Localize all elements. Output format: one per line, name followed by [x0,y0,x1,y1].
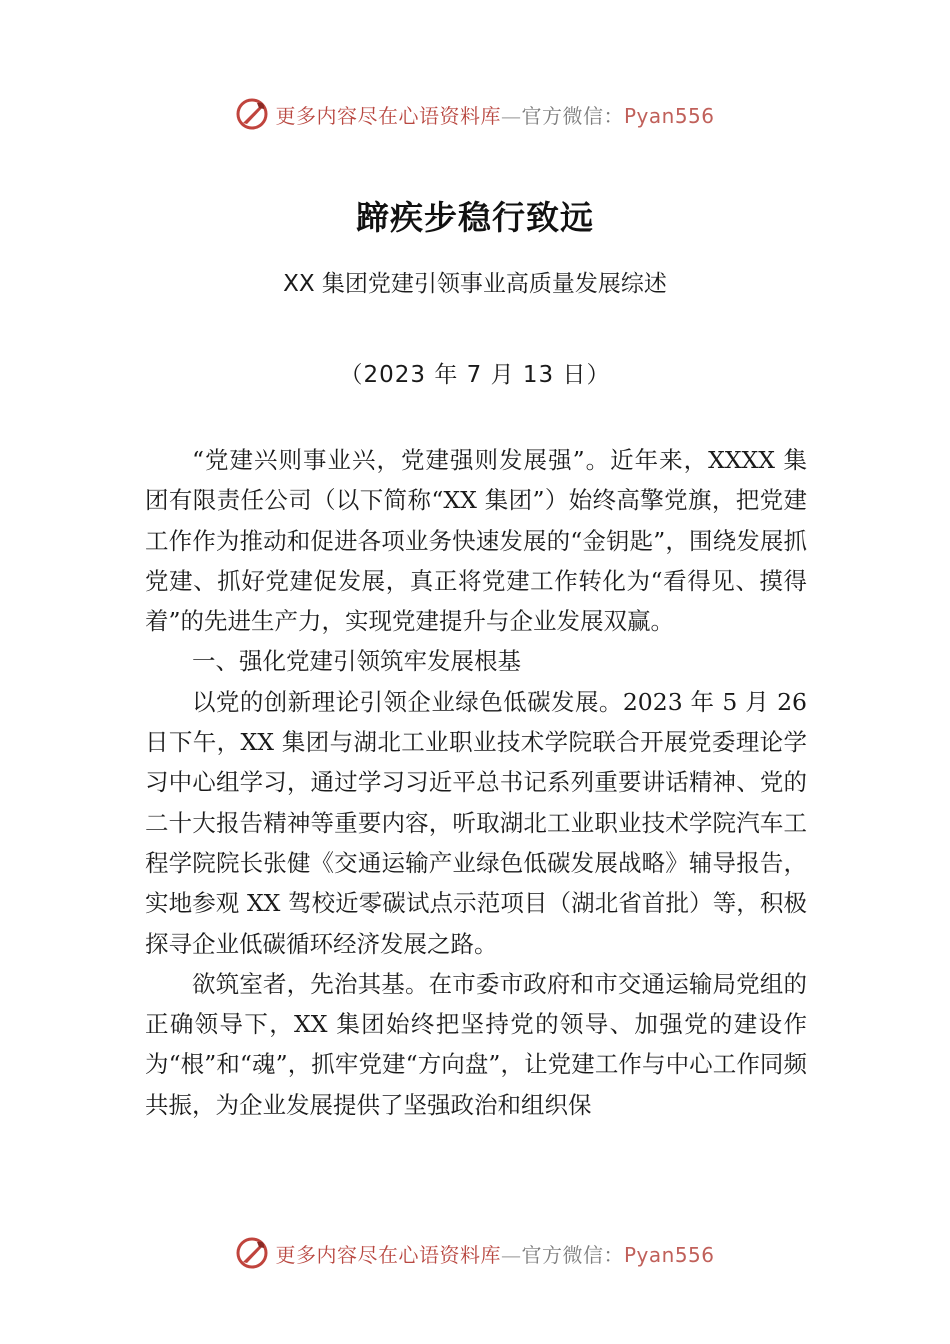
watermark-dash: — [500,103,522,128]
watermark-main: 更多内容尽在心语资料库 [275,1242,501,1267]
watermark-footer [0,1233,950,1273]
watermark-text [275,1239,714,1268]
paragraph-section1-b: 欲筑室者，先治其基。在市委市政府和市交通运输局党组的正确领导下，XX 集团始终把坚持党的领导、加强党的建设作为“根”和“魂”，抓牢党建“方向盘”，让党建工作与中心工作同频共振，为企业发展提供了坚强政治和组织保 [145,969,807,1119]
watermark-label: 官方微信： [521,103,624,128]
watermark-label: 官方微信： [521,1242,624,1267]
quill-logo-icon [235,97,269,131]
watermark-dash: — [500,1242,522,1267]
watermark-id: Pyan556 [623,1242,715,1267]
watermark-header [0,94,950,134]
document-subtitle: XX 集团党建引领事业高质量发展综述 [283,271,667,297]
quill-logo-icon [235,1236,269,1270]
document-body [145,440,807,1125]
paragraph-intro: “党建兴则事业兴，党建强则发展强”。近年来，XXXX 集团有限责任公司（以下简称“XX 集团”）始终高擎党旗，把党建工作作为推动和促进各项业务快速发展的“金钥匙”，围绕发展抓党建、抓好党建促发展，真正将党建工作转化为“看得见、摸得着”的先进生产力，实现党建提升与企业发展双赢。 [145,446,807,636]
document-date: （2023 年 7 月 13 日） [339,362,611,388]
document-title: 蹄疾步稳行致远 [356,198,594,237]
watermark-main: 更多内容尽在心语资料库 [275,103,501,128]
watermark-id: Pyan556 [623,103,715,128]
watermark-text [275,100,714,129]
section-heading-1: 一、强化党建引领筑牢发展根基 [192,647,521,676]
paragraph-section1-a: 以党的创新理论引领企业绿色低碳发展。2023 年 5 月 26 日下午，XX 集团与湖北工业职业技术学院联合开展党委理论学习中心组学习，通过学习习近平总书记系列重要讲话精神、党的二十大报告精神等重要内容，听取湖北工业职业技术学院汽车工程学院院长张健《交通运输产业绿色低碳发展战略》辅导报告，实地参观 XX 驾校近零碳试点示范项目（湖北省首批）等，积极探寻企业低碳循环经济发展之路。 [145,687,807,958]
